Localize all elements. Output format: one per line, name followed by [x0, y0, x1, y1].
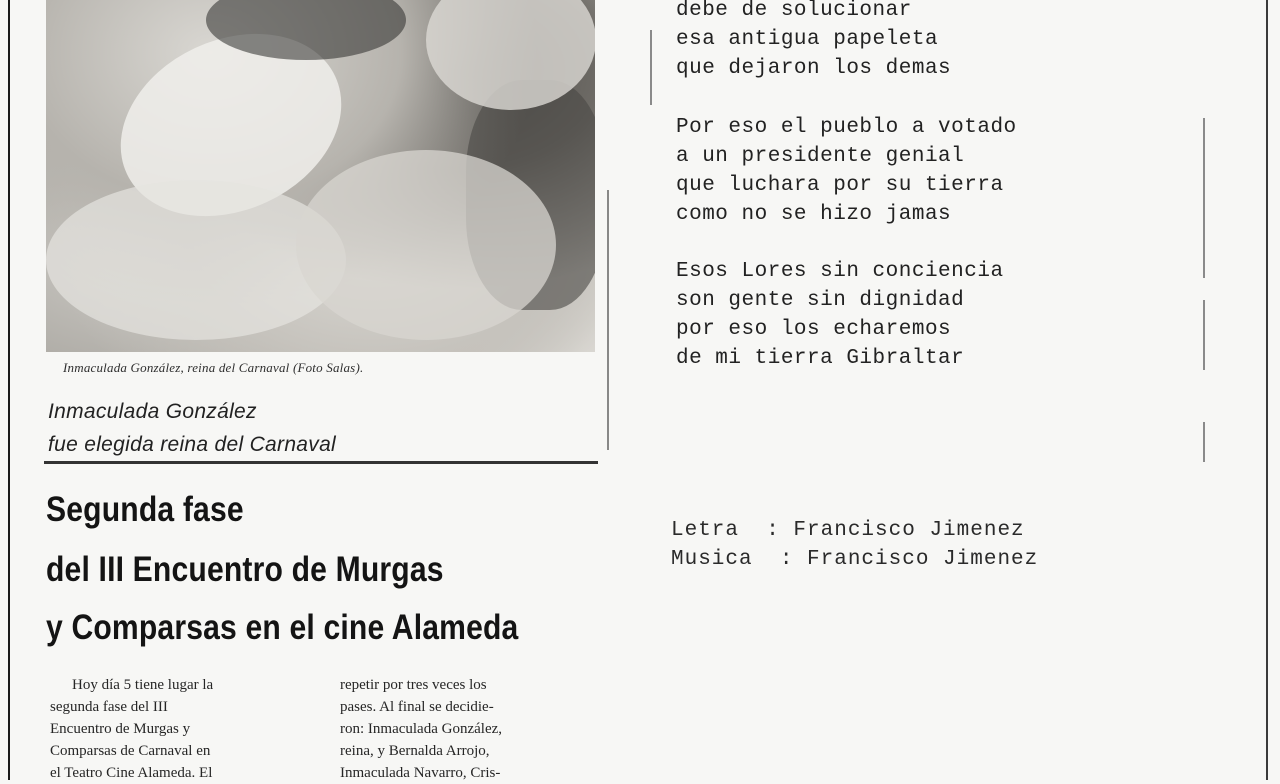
lyrics-credit: Letra : Francisco Jimenez — [671, 519, 1025, 542]
article-column-2 — [340, 674, 602, 784]
verse-stanza-2 — [676, 113, 1017, 229]
page-right-border — [1266, 0, 1268, 780]
verse-line: de mi tierra Gibraltar — [676, 347, 965, 370]
article-line: repetir por tres veces los — [340, 677, 487, 693]
song-credits — [671, 516, 1038, 574]
scan-edge-mark — [1203, 300, 1205, 370]
article-line: reina, y Bernalda Arrojo, — [340, 743, 490, 759]
verse-line: que dejaron los demas — [676, 57, 952, 80]
verse-stanza-1 — [676, 0, 951, 83]
article-line: el Teatro Cine Alameda. El — [50, 765, 213, 781]
article-line: ron: Inmaculada González, — [340, 721, 503, 737]
headline: del III Encuentro de Murgas — [46, 550, 444, 589]
verse-line: esa antigua papeleta — [676, 28, 939, 51]
verse-line: que luchara por su tierra — [676, 174, 1004, 197]
article-line: pases. Al final se decidie- — [340, 699, 494, 715]
article-line: Encuentro de Murgas y — [50, 721, 191, 737]
headline: Segunda fase — [46, 490, 244, 529]
scan-edge-mark — [1203, 422, 1205, 462]
verse-line: son gente sin dignidad — [676, 289, 965, 312]
carnival-queen-photo — [46, 0, 595, 352]
verse-stanza-3 — [676, 257, 1004, 373]
photo-caption: Inmaculada González, reina del Carnaval (Foto Salas). — [63, 360, 364, 375]
verse-line: a un presidente genial — [676, 145, 965, 168]
article-column-1 — [50, 674, 312, 784]
headline: y Comparsas en el cine Alameda — [46, 608, 519, 647]
music-credit: Musica : Francisco Jimenez — [671, 548, 1039, 571]
verse-line: debe de solucionar — [676, 0, 912, 22]
scan-edge-mark — [650, 30, 652, 105]
verse-line: como no se hizo jamas — [676, 203, 952, 226]
subheadline: fue elegida reina del Carnaval — [48, 433, 337, 456]
section-rule — [44, 461, 598, 464]
verse-line: Por eso el pueblo a votado — [676, 116, 1017, 139]
verse-line: Esos Lores sin conciencia — [676, 260, 1004, 283]
article-line: segunda fase del III — [50, 699, 168, 715]
article-line: Comparsas de Carnaval en — [50, 743, 211, 759]
article-line: Hoy día 5 tiene lugar la — [72, 677, 214, 693]
article-line: Inmaculada Navarro, Cris- — [340, 765, 501, 781]
page-left-border — [8, 0, 10, 780]
subheadline: Inmaculada González — [48, 400, 257, 423]
scan-edge-mark — [1203, 118, 1205, 278]
verse-line: por eso los echaremos — [676, 318, 952, 341]
